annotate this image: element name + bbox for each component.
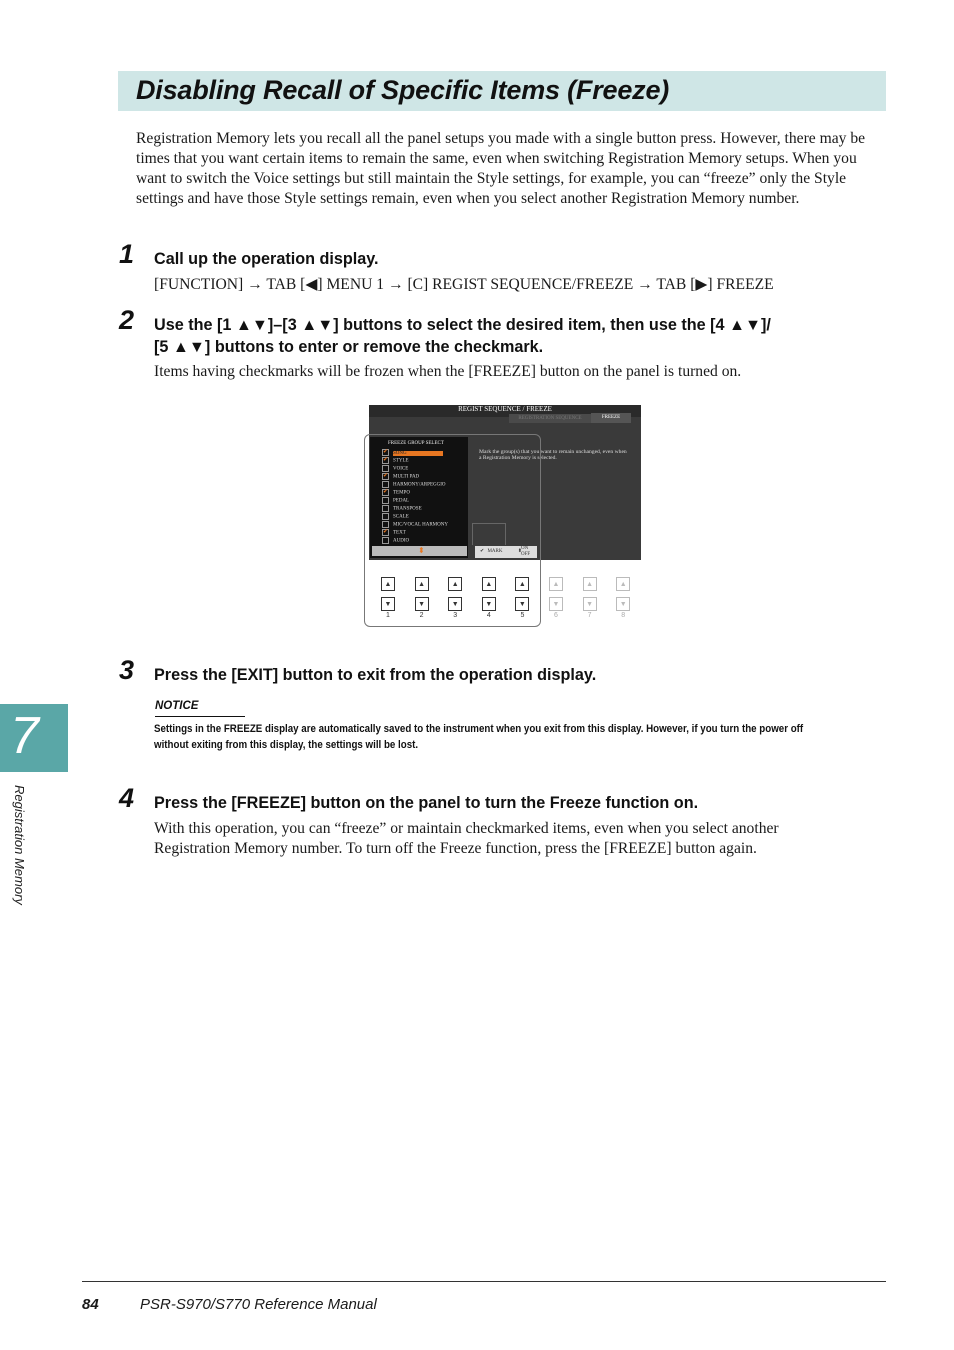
step-1-number: 1 (119, 239, 135, 269)
step-2-body: Items having checkmarks will be frozen when the [FREEZE] button on the panel is turned on. (154, 363, 742, 380)
step-2-heading-line2: [5 ▲▼] buttons to enter or remove the checkmark. (154, 338, 544, 356)
up-button-1[interactable]: ▲ (381, 577, 395, 591)
up-button-7[interactable]: ▲ (583, 577, 597, 591)
updown-icon: ⬍ (517, 549, 522, 554)
tab-registration-sequence[interactable]: REGISTRATION SEQUENCE (509, 414, 591, 423)
notice-text: Settings in the FREEZE display are automatically saved to the instrument when you exit from this display. However, if you turn the power off without exiting from this display, the settings will be lost. (154, 723, 804, 751)
freeze-item-label: SONG (393, 451, 443, 456)
check-icon: ✔ (480, 549, 485, 554)
chapter-number: 7 (10, 707, 39, 765)
down-button-3[interactable]: ▼ (448, 597, 462, 611)
down-button-8[interactable]: ▼ (616, 597, 630, 611)
button-number: 4 (486, 612, 491, 619)
on-label: ON (521, 546, 529, 551)
checked-box-icon[interactable]: ✔ (383, 473, 389, 479)
button-number: 3 (453, 612, 458, 619)
up-button-3[interactable]: ▲ (448, 577, 462, 591)
checked-box-icon[interactable]: ✔ (383, 457, 389, 463)
step-2-heading-line1: Use the [1 ▲▼]–[3 ▲▼] buttons to select the desired item, then use the [4 ▲▼]/ (154, 316, 771, 334)
step-1-body: [FUNCTION] → TAB [◀] MENU 1 → [C] REGIST SEQUENCE/FREEZE → TAB [▶] FREEZE (154, 276, 774, 293)
step-4-body-line1: With this operation, you can “freeze” or maintain checkmarked items, even when you select another (154, 820, 779, 837)
button-number: 6 (554, 612, 558, 619)
scroll-arrows-icon: ⬍ (418, 546, 425, 555)
up-button-5[interactable]: ▲ (515, 577, 529, 591)
freeze-item-label: HARMONY/ARPEGGIO (393, 482, 446, 488)
down-button-1[interactable]: ▼ (381, 597, 395, 611)
freeze-item-label: TEMPO (393, 490, 410, 496)
off-label: OFF (521, 552, 531, 557)
screen-title: REGIST SEQUENCE / FREEZE (369, 405, 641, 417)
checked-box-icon[interactable]: ✔ (383, 529, 389, 535)
freeze-item-label: MULTI PAD (393, 474, 420, 480)
up-button-4[interactable]: ▲ (482, 577, 496, 591)
screen-help-text: Mark the group(s) that you want to remain unchanged, even when a Registration Memory is selected. (479, 449, 627, 461)
down-button-7[interactable]: ▼ (583, 597, 597, 611)
freeze-item-label: TRANSPOSE (393, 506, 422, 512)
step-4-body-line2: Registration Memory number. To turn off the Freeze function, press the [FREEZE] button again. (154, 840, 757, 857)
notice-label: NOTICE (155, 700, 199, 712)
chapter-label: Registration Memory (12, 785, 27, 905)
checked-box-icon[interactable]: ✔ (383, 449, 389, 455)
section-title: Disabling Recall of Specific Items (Freeze) (136, 75, 670, 105)
button-number: 1 (386, 612, 390, 619)
freeze-item-label: VOICE (393, 466, 409, 472)
step-2-number: 2 (119, 305, 135, 335)
step-3-number: 3 (119, 655, 135, 685)
footer-rule (82, 1281, 886, 1282)
freeze-item-label: TEXT (393, 530, 406, 536)
freeze-item-label: SCALE (393, 514, 409, 520)
up-button-8[interactable]: ▲ (616, 577, 630, 591)
button-number: 2 (419, 612, 424, 619)
mark-label: MARK (487, 549, 503, 554)
down-button-4[interactable]: ▼ (482, 597, 496, 611)
notice-rule (155, 716, 245, 717)
section-header (118, 71, 886, 111)
button-number: 5 (520, 612, 525, 619)
step-3-heading: Press the [EXIT] button to exit from the operation display. (154, 666, 597, 684)
button-number: 7 (587, 612, 592, 619)
up-button-2[interactable]: ▲ (415, 577, 429, 591)
checked-box-icon[interactable]: ✔ (383, 489, 389, 495)
down-button-2[interactable]: ▼ (415, 597, 429, 611)
up-button-6[interactable]: ▲ (549, 577, 563, 591)
button-number: 8 (621, 612, 626, 619)
down-button-6[interactable]: ▼ (549, 597, 563, 611)
freeze-item-label: MIC/VOCAL HARMONY (393, 522, 448, 528)
freeze-item-label: PEDAL (393, 498, 410, 504)
freeze-panel-title: FREEZE GROUP SELECT (388, 441, 444, 446)
step-4-number: 4 (119, 783, 135, 813)
chapter-tab (0, 704, 68, 772)
manual-title: PSR-S970/S770 Reference Manual (140, 1296, 377, 1313)
freeze-item-label: AUDIO (393, 538, 410, 544)
intro-paragraph: Registration Memory lets you recall all the panel setups you made with a single button press. However, there may be times that you want certain items to remain the same, even when switching Registration Memory setups. When you want to switch the Voice settings but still maintain the Style settings, for example, you can “freeze” only the Style settings and have those Style settings remain, even when you select another Registration Memory number. (136, 130, 866, 207)
freeze-item-label: STYLE (393, 458, 409, 464)
down-button-5[interactable]: ▼ (515, 597, 529, 611)
tab-freeze[interactable]: FREEZE (591, 413, 631, 423)
step-1-heading: Call up the operation display. (154, 250, 379, 268)
step-4-heading: Press the [FREEZE] button on the panel to turn the Freeze function on. (154, 794, 699, 812)
page-number: 84 (82, 1296, 99, 1313)
